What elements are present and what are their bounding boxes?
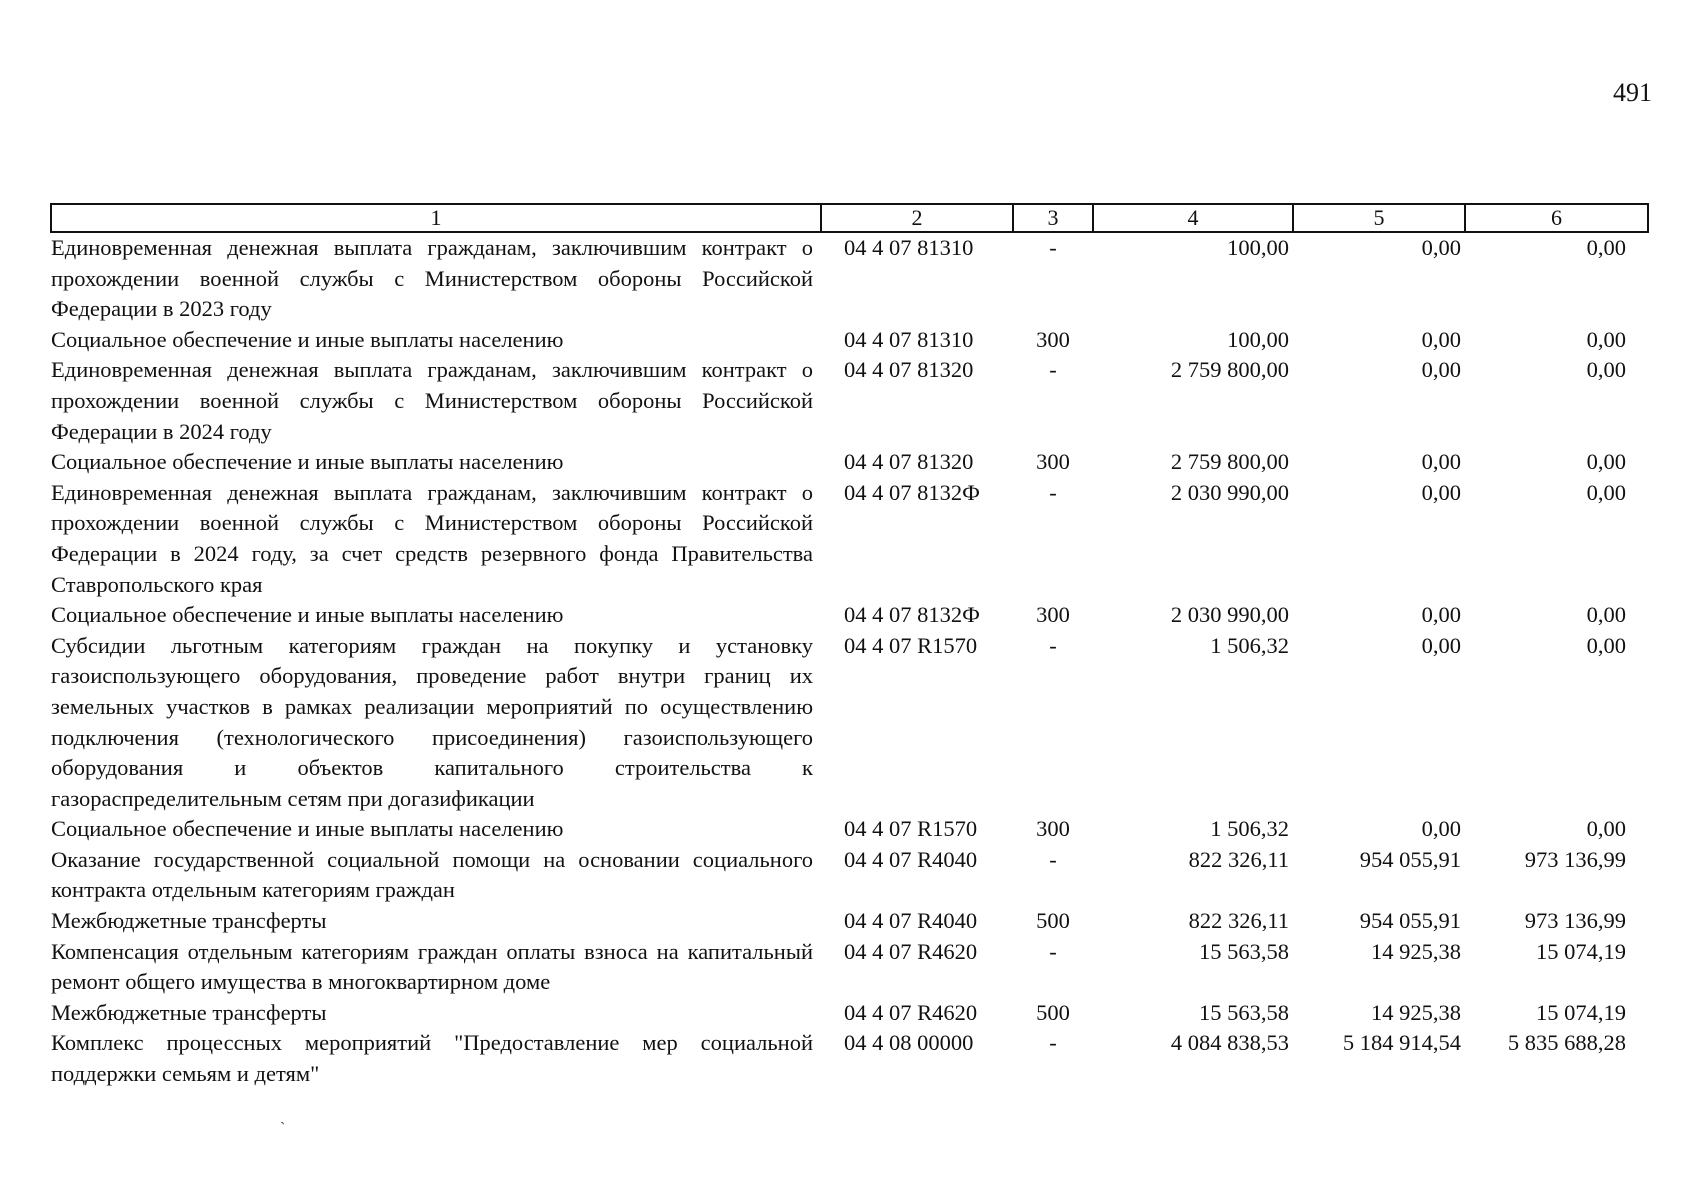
row-code: 04 4 07 R4040: [844, 908, 978, 934]
row-amount-col5: 0,00: [1421, 357, 1461, 383]
column-header-4: 4: [1093, 204, 1293, 232]
row-code: 04 4 07 81310: [844, 235, 974, 260]
row-amount-col4: 2 030 990,00: [1170, 602, 1289, 628]
row-expense-type: 300: [1036, 602, 1070, 628]
column-number-row: [51, 204, 1648, 232]
row-name: Комплекс процессных мероприятий "Предоставление мер социальной поддержки семьям и детям": [51, 1030, 813, 1087]
column-header-6: 6: [1465, 204, 1648, 232]
column-header-2: 2: [821, 204, 1013, 232]
row-amount-col5: 0,00: [1421, 479, 1461, 505]
table-header: [51, 204, 1648, 232]
page-number: 491: [1613, 78, 1652, 107]
row-expense-type: -: [1049, 632, 1057, 658]
row-name: Социальное обеспечение и иные выплаты населению: [51, 602, 564, 628]
row-amount-col5: 0,00: [1421, 235, 1461, 260]
row-name: Единовременная денежная выплата гражданам, заключившим контракт о прохождении военной службы с Министерством обороны Российской Федерации в 2024 году: [51, 357, 813, 444]
table-row: [51, 355, 1648, 447]
row-code: 04 4 07 81310: [844, 326, 974, 352]
row-amount-col6: 973 136,99: [1524, 908, 1626, 934]
row-amount-col6: 0,00: [1586, 632, 1626, 658]
table-row: [51, 906, 1648, 937]
row-code: 04 4 07 R1570: [844, 632, 978, 658]
row-code: 04 4 08 00000: [844, 1030, 974, 1056]
column-header-3: 3: [1013, 204, 1093, 232]
table-row: [51, 478, 1648, 600]
row-amount-col5: 0,00: [1421, 602, 1461, 628]
row-code: 04 4 07 R4620: [844, 999, 978, 1025]
row-amount-col6: 0,00: [1586, 357, 1626, 383]
row-amount-col4: 4 084 838,53: [1170, 1030, 1289, 1056]
row-code: 04 4 07 R4620: [844, 938, 978, 964]
row-amount-col5: 954 055,91: [1359, 846, 1461, 872]
row-amount-col4: 1 506,32: [1210, 632, 1289, 658]
row-amount-col6: 0,00: [1586, 449, 1626, 475]
row-expense-type: -: [1049, 235, 1057, 260]
table-row: [51, 814, 1648, 845]
row-expense-type: 500: [1036, 999, 1070, 1025]
row-code: 04 4 07 81320: [844, 449, 974, 475]
row-expense-type: 300: [1036, 326, 1070, 352]
table-row: [51, 845, 1648, 906]
row-name: Оказание государственной социальной помощи на основании социального контракта отдельным категориям граждан: [51, 846, 813, 903]
row-amount-col6: 0,00: [1586, 479, 1626, 505]
table-row: [51, 937, 1648, 998]
row-amount-col4: 2 759 800,00: [1170, 449, 1289, 475]
row-name: Социальное обеспечение и иные выплаты населению: [51, 816, 564, 842]
row-expense-type: -: [1049, 1030, 1057, 1056]
row-name: Единовременная денежная выплата гражданам, заключившим контракт о прохождении военной службы с Министерством обороны Российской Федерации в 2023 году: [51, 235, 813, 322]
row-amount-col5: 14 925,38: [1371, 999, 1461, 1025]
row-expense-type: 300: [1036, 816, 1070, 842]
row-name: Межбюджетные трансферты: [51, 999, 327, 1025]
row-expense-type: 300: [1036, 449, 1070, 475]
row-amount-col4: 2 030 990,00: [1170, 479, 1289, 505]
column-header-5: 5: [1293, 204, 1465, 232]
table-row: [51, 325, 1648, 356]
row-amount-col6: 973 136,99: [1524, 846, 1626, 872]
row-name: Межбюджетные трансферты: [51, 908, 327, 934]
row-amount-col5: 14 925,38: [1371, 938, 1461, 964]
column-header-1: 1: [51, 204, 821, 232]
row-amount-col4: 822 326,11: [1188, 846, 1289, 872]
row-amount-col5: 0,00: [1421, 449, 1461, 475]
row-amount-col5: 0,00: [1421, 632, 1461, 658]
row-name: Компенсация отдельным категориям граждан оплаты взноса на капитальный ремонт общего имущества в многоквартирном доме: [51, 938, 813, 995]
row-amount-col4: 1 506,32: [1210, 816, 1289, 842]
row-code: 04 4 07 R1570: [844, 816, 978, 842]
row-code: 04 4 07 8132Ф: [844, 602, 980, 628]
row-amount-col6: 0,00: [1586, 602, 1626, 628]
table-row: [51, 1028, 1648, 1089]
row-amount-col4: 100,00: [1227, 326, 1289, 352]
row-amount-col5: 0,00: [1421, 816, 1461, 842]
row-expense-type: -: [1049, 357, 1057, 383]
row-amount-col6: 15 074,19: [1536, 999, 1626, 1025]
row-amount-col6: 0,00: [1586, 235, 1626, 260]
row-amount-col4: 100,00: [1227, 235, 1289, 260]
row-amount-col4: 2 759 800,00: [1170, 357, 1289, 383]
row-code: 04 4 07 R4040: [844, 846, 978, 872]
table-row: [51, 600, 1648, 631]
row-amount-col6: 0,00: [1586, 816, 1626, 842]
row-name: Единовременная денежная выплата гражданам, заключившим контракт о прохождении военной службы с Министерством обороны Российской Федерации в 2024 году, за счет средств резервного фонда Правительства Ставропольского края: [51, 479, 813, 597]
row-expense-type: 500: [1036, 908, 1070, 934]
table-row: [51, 447, 1648, 478]
table-row: [51, 232, 1648, 325]
row-name: Социальное обеспечение и иные выплаты населению: [51, 449, 564, 475]
row-name: Социальное обеспечение и иные выплаты населению: [51, 326, 564, 352]
row-code: 04 4 07 8132Ф: [844, 479, 980, 505]
row-expense-type: -: [1049, 938, 1057, 964]
row-expense-type: -: [1049, 846, 1057, 872]
row-amount-col6: 15 074,19: [1536, 938, 1626, 964]
row-amount-col4: 15 563,58: [1199, 938, 1289, 964]
row-amount-col6: 5 835 688,28: [1507, 1030, 1626, 1056]
budget-table: [50, 203, 1649, 1090]
row-amount-col5: 5 184 914,54: [1342, 1030, 1461, 1056]
row-name: Субсидии льготным категориям граждан на покупку и установку газоиспользующего оборудования, проведение работ внутри границ их земельных участков в рамках реализации мероприятий по осуществлению подключения (технологического присоединения) газоиспользующего оборудования и объектов капитального строительства к газораспределительным сетям при догазификации: [51, 632, 813, 811]
table-body: [51, 232, 1648, 1090]
table-row: [51, 998, 1648, 1029]
row-amount-col5: 954 055,91: [1359, 908, 1461, 934]
table-row: [51, 631, 1648, 815]
row-code: 04 4 07 81320: [844, 357, 974, 383]
row-amount-col4: 15 563,58: [1199, 999, 1289, 1025]
row-amount-col4: 822 326,11: [1188, 908, 1289, 934]
row-amount-col5: 0,00: [1421, 326, 1461, 352]
row-amount-col6: 0,00: [1586, 326, 1626, 352]
row-expense-type: -: [1049, 479, 1057, 505]
stray-mark: `: [280, 1120, 286, 1137]
